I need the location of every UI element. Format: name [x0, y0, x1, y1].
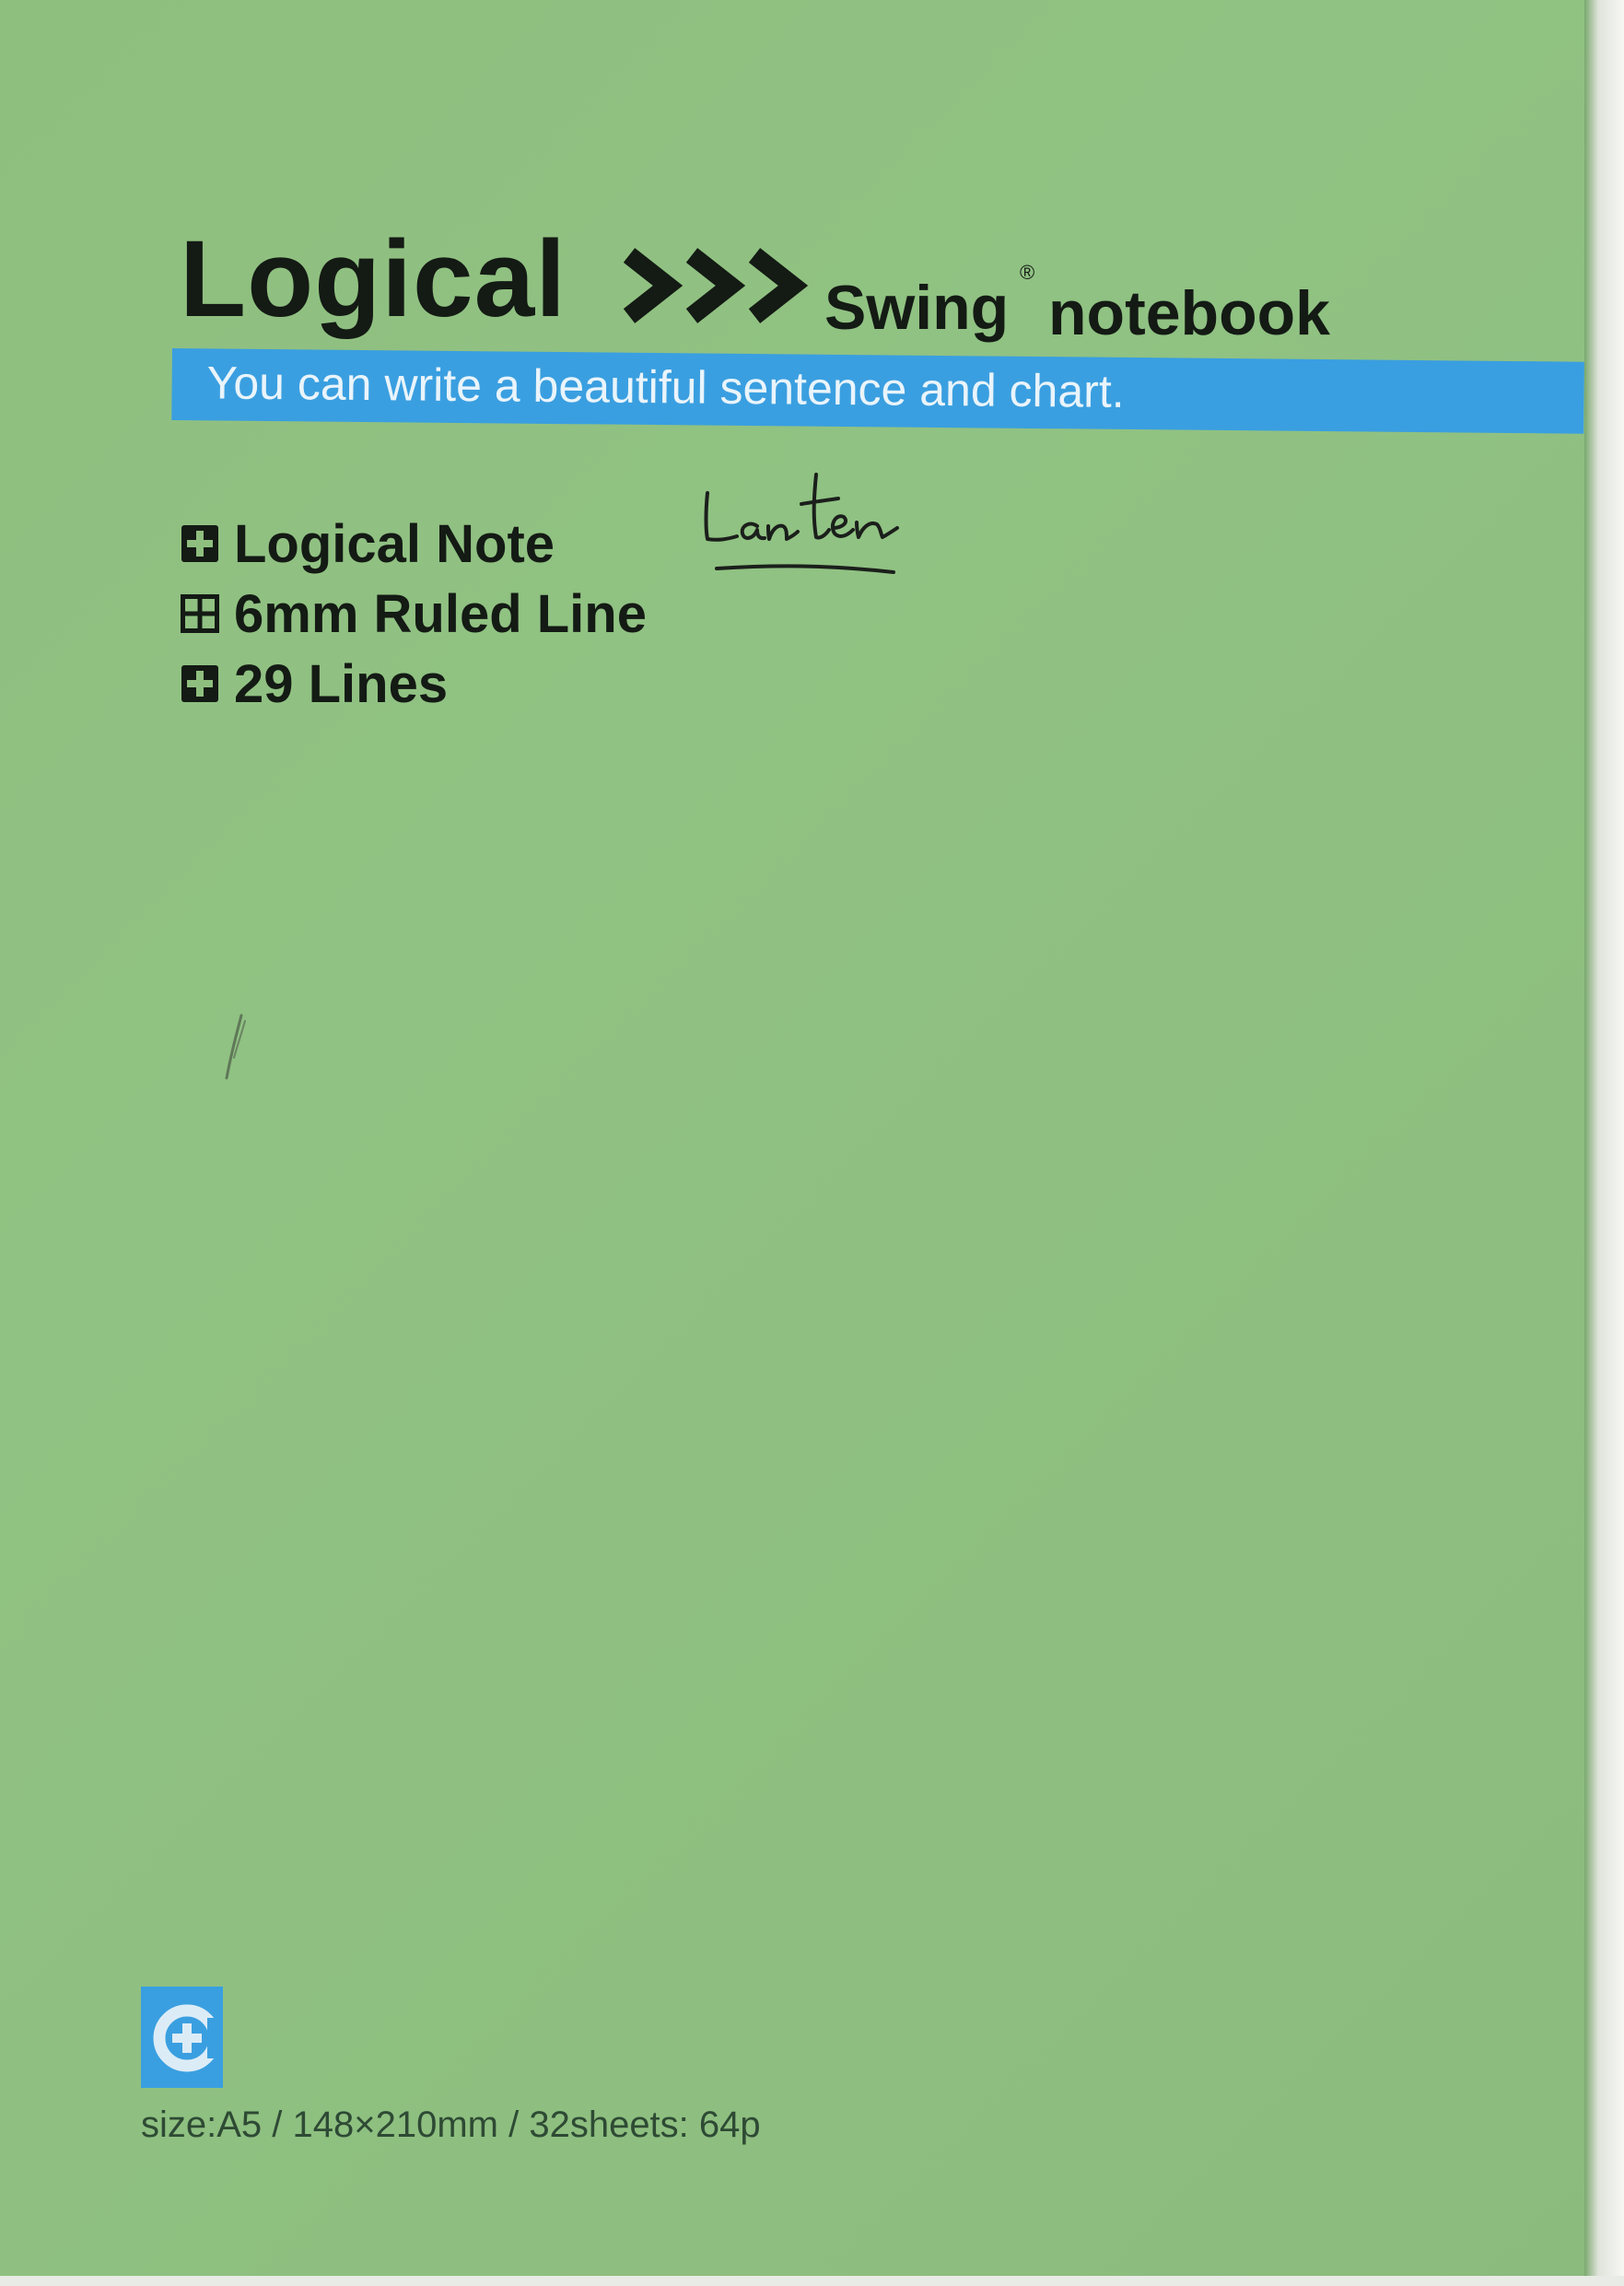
triple-chevron-icon	[620, 235, 813, 336]
feature-item	[181, 579, 770, 649]
handwritten-signature	[700, 465, 949, 585]
plus-box-icon	[181, 664, 219, 703]
product-name: notebook	[1048, 278, 1330, 348]
feature-item	[181, 509, 770, 579]
feature-label: 29 Lines	[234, 653, 449, 714]
plus-box-icon	[181, 524, 219, 563]
size-info: size:A5 / 148×210mm / 32sheets: 64p	[141, 2104, 761, 2145]
tagline-bar	[171, 348, 1584, 434]
cover-title: Logical	[180, 218, 567, 340]
pen-mark	[214, 1012, 260, 1085]
feature-label: Logical Note	[234, 513, 555, 574]
feature-list	[181, 509, 770, 719]
title-row	[180, 217, 1432, 355]
grid-box-icon	[181, 594, 219, 633]
brand-name: Swing	[824, 273, 1010, 343]
tagline-text: You can write a beautiful sentence and chart.	[206, 357, 1125, 417]
feature-label: 6mm Ruled Line	[234, 583, 647, 644]
page-edge	[1584, 0, 1624, 2286]
bottom-edge	[0, 2276, 1624, 2286]
feature-item	[181, 649, 770, 719]
brand-logo-icon	[141, 1987, 223, 2088]
registered-mark: ®	[1020, 261, 1035, 284]
